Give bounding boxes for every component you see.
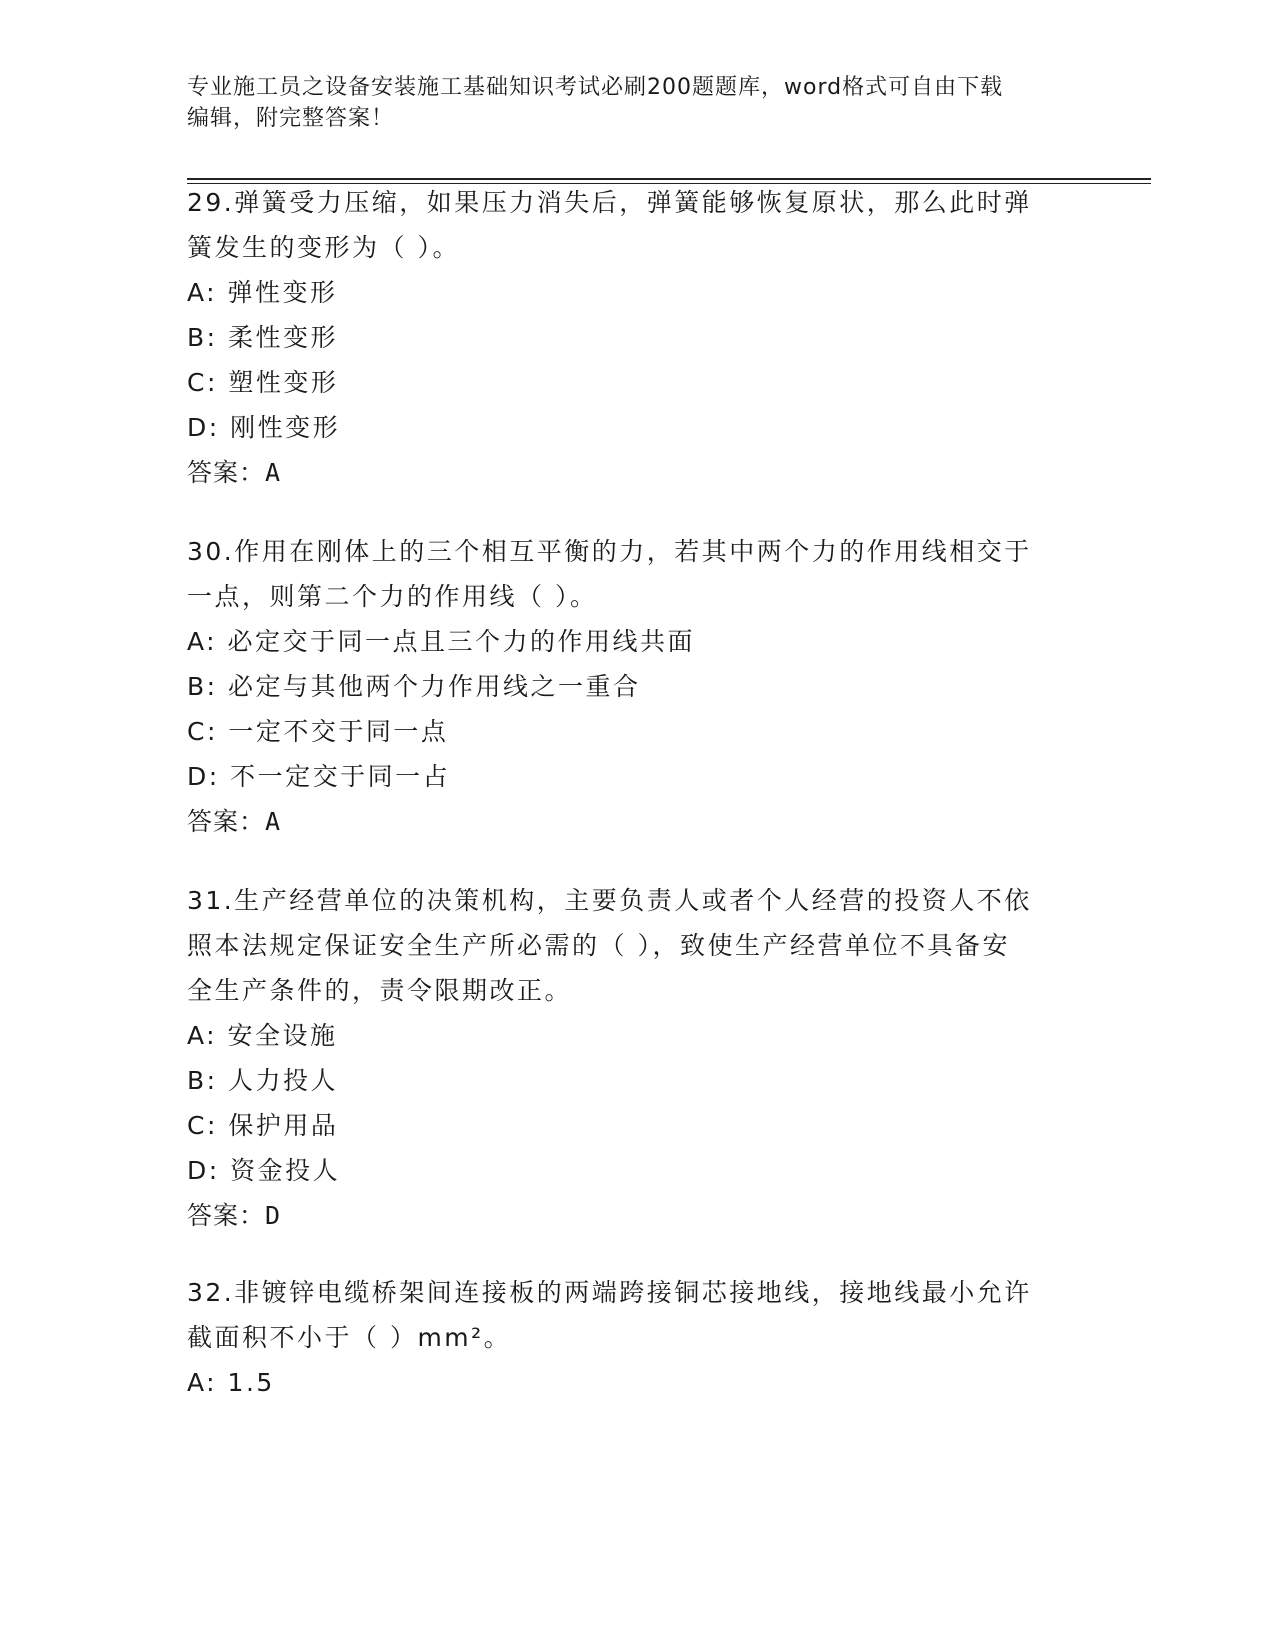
header-line-2: 编辑，附完整答案！ [187, 106, 395, 131]
question-text-line: 簧发生的变形为（ ）。 [187, 233, 460, 262]
header-line-1: 专业施工员之设备安装施工基础知识考试必刷200题题库，word格式可自由下载 [187, 75, 1004, 100]
option-a: A: 安全设施 [187, 1021, 338, 1050]
question-text-line: 照本法规定保证安全生产所必需的（ ），致使生产经营单位不具备安 [187, 931, 1010, 960]
option-b: B: 人力投人 [187, 1066, 339, 1095]
option-d: D: 资金投人 [187, 1156, 341, 1185]
question-text-line: 29.弹簧受力压缩，如果压力消失后，弹簧能够恢复原状，那么此时弹 [187, 188, 1032, 217]
answer-label: 答案：A [187, 807, 282, 836]
question-32 [187, 1270, 1067, 1405]
option-c: C: 一定不交于同一点 [187, 717, 449, 746]
question-text-line: 截面积不小于（ ）mm²。 [187, 1323, 512, 1352]
answer-label: 答案：A [187, 458, 282, 487]
question-text-line: 31.生产经营单位的决策机构，主要负责人或者个人经营的投资人不依 [187, 886, 1032, 915]
option-d: D: 不一定交于同一占 [187, 762, 451, 791]
option-b: B: 必定与其他两个力作用线之一重合 [187, 672, 641, 701]
question-text-line: 30.作用在刚体上的三个相互平衡的力，若其中两个力的作用线相交于 [187, 537, 1032, 566]
option-c: C: 保护用品 [187, 1111, 339, 1140]
question-text-line: 一点，则第二个力的作用线（ ）。 [187, 582, 598, 611]
option-a: A: 必定交于同一点且三个力的作用线共面 [187, 627, 696, 656]
question-31 [187, 878, 1067, 1238]
question-30 [187, 529, 1067, 844]
option-a: A: 1.5 [187, 1368, 275, 1397]
question-text-line: 32.非镀锌电缆桥架间连接板的两端跨接铜芯接地线，接地线最小允许 [187, 1278, 1032, 1307]
question-29 [187, 180, 1067, 495]
document-header [187, 72, 1067, 134]
option-a: A: 弹性变形 [187, 278, 338, 307]
option-b: B: 柔性变形 [187, 323, 339, 352]
option-c: C: 塑性变形 [187, 368, 339, 397]
answer-label: 答案：D [187, 1201, 282, 1230]
option-d: D: 刚性变形 [187, 413, 341, 442]
question-text-line: 全生产条件的，责令限期改正。 [187, 976, 573, 1005]
